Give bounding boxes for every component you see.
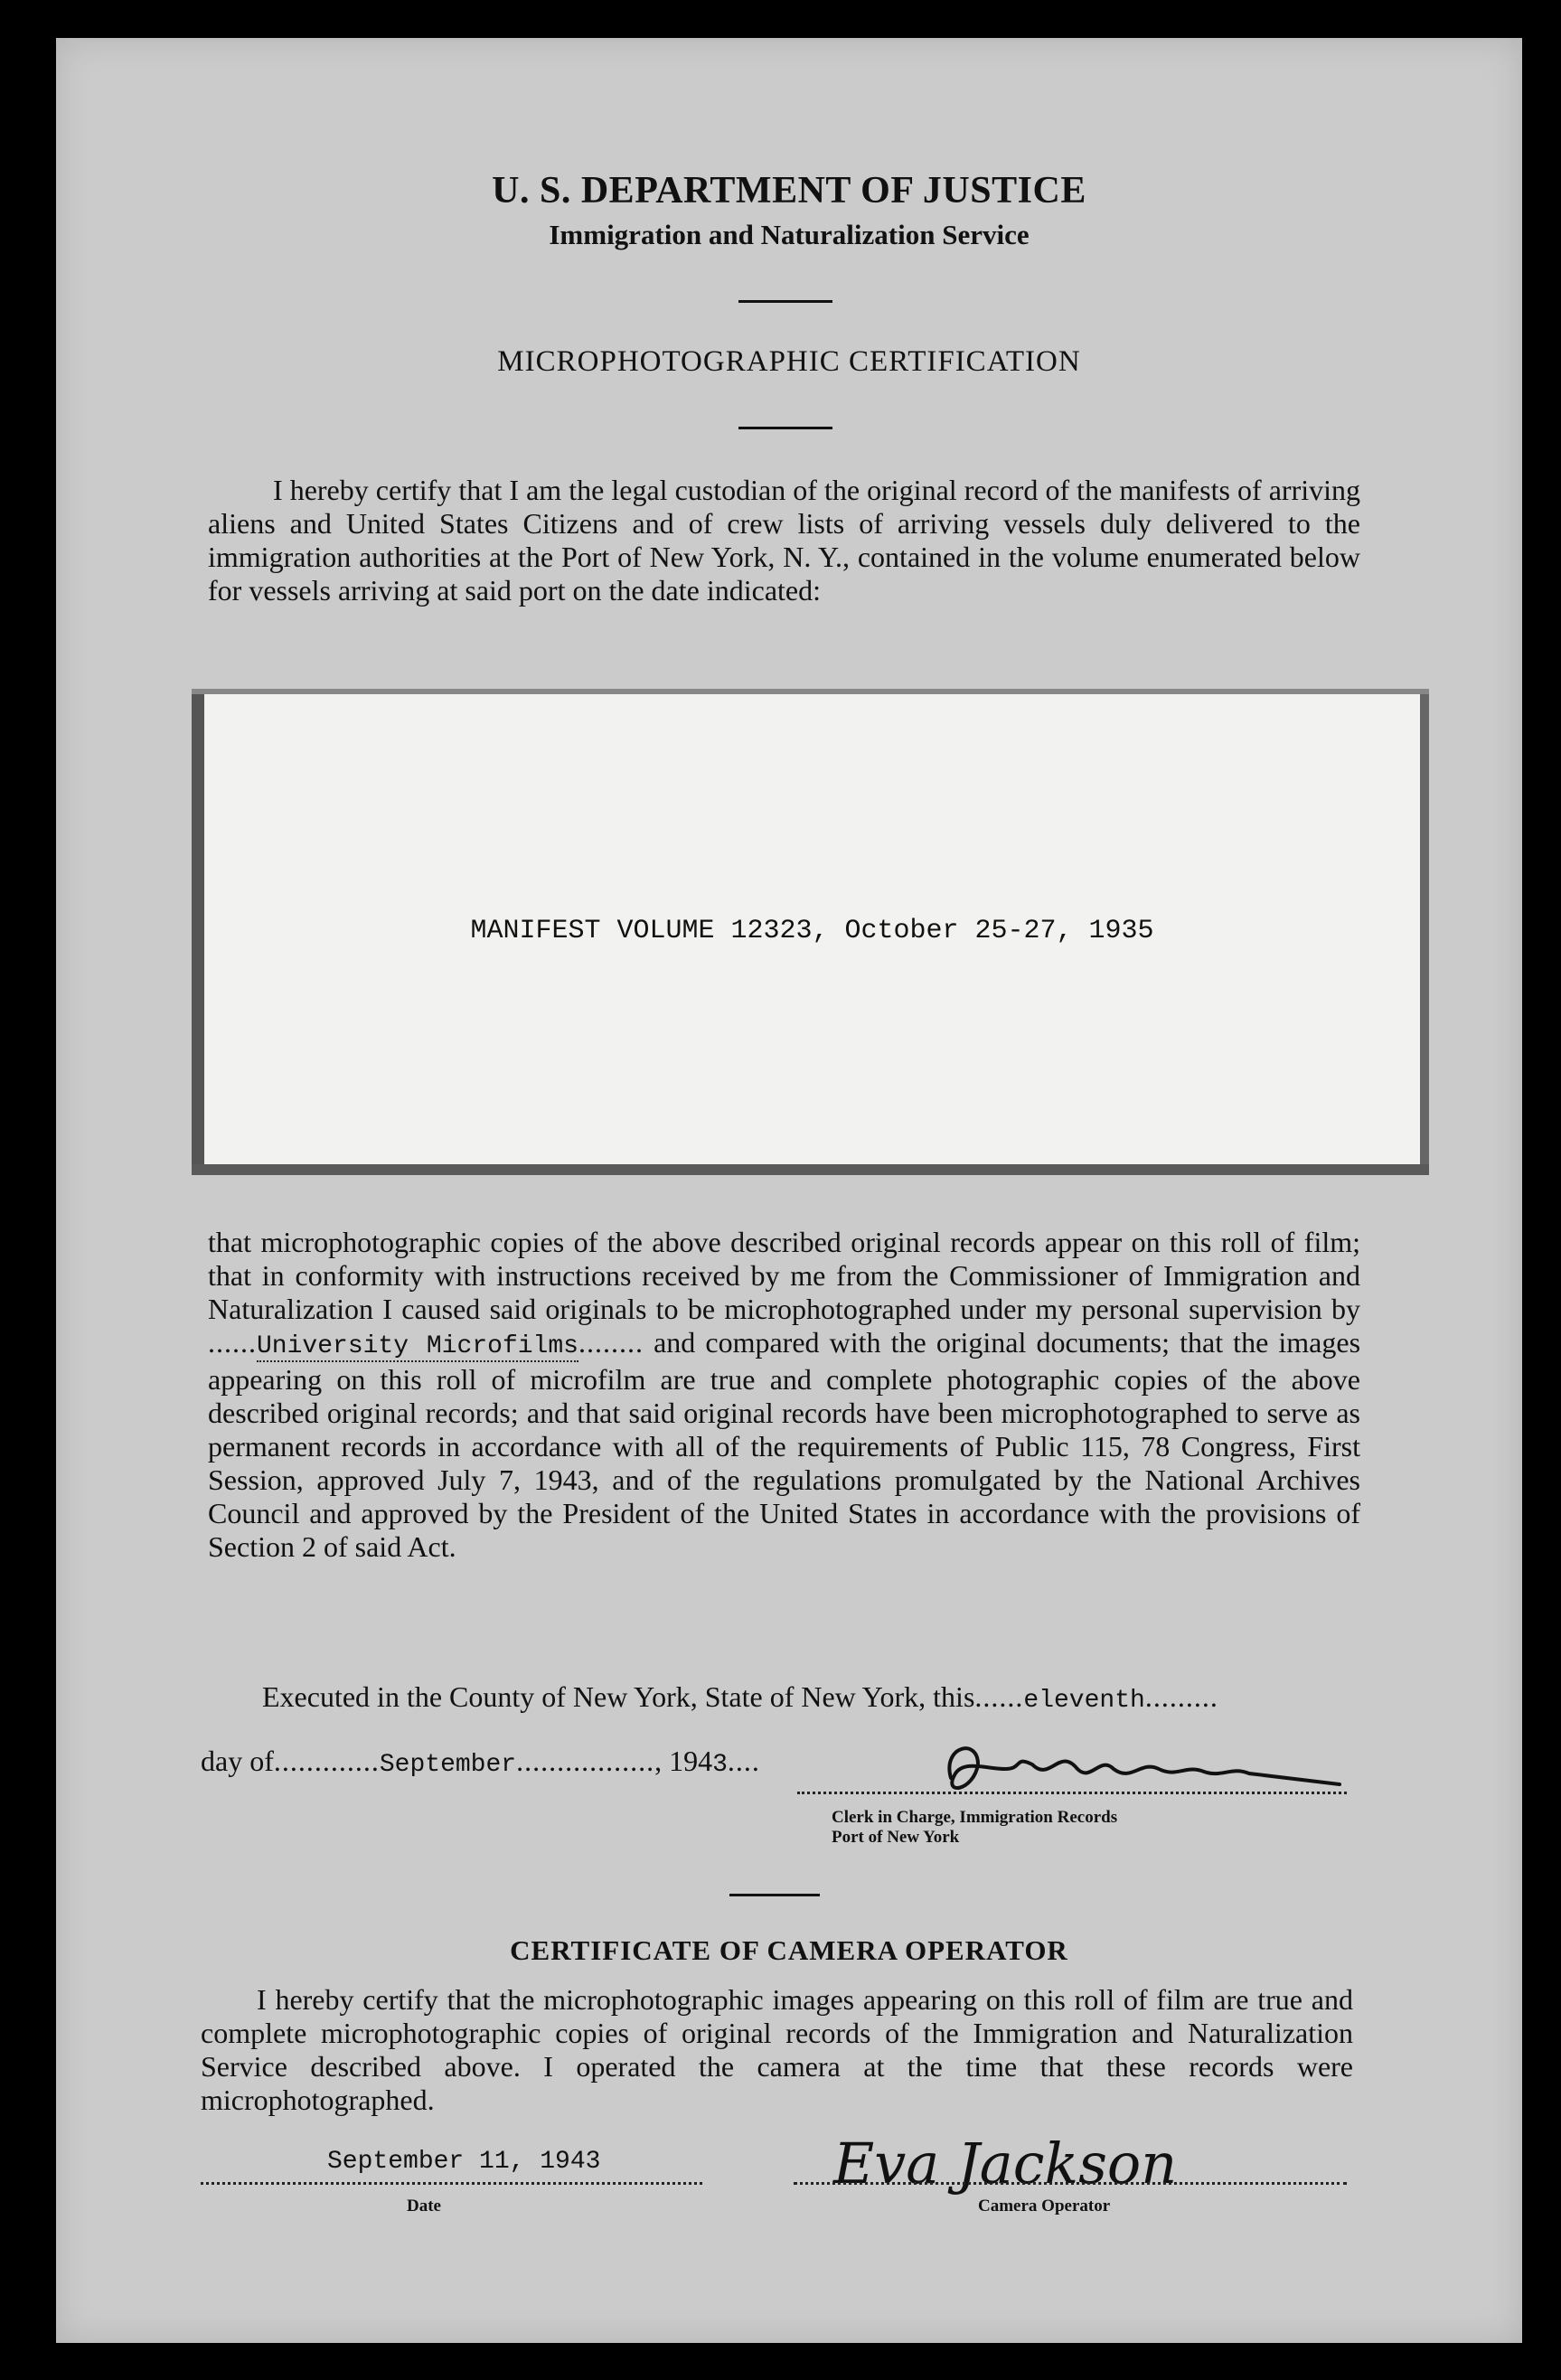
camera-certificate-title: CERTIFICATE OF CAMERA OPERATOR — [510, 1934, 1068, 1966]
operator-signature-line — [794, 2182, 1347, 2185]
department-heading: U. S. DEPARTMENT OF JUSTICE — [492, 170, 1086, 212]
service-subheading: Immigration and Naturalization Service — [549, 219, 1030, 250]
executed-day-fill: eleventh — [1023, 1687, 1145, 1715]
month-fill: September — [379, 1751, 517, 1779]
operator-label: Camera Operator — [978, 2197, 1111, 2215]
certification-title: MICROPHOTOGRAPHIC CERTIFICATION — [497, 345, 1081, 378]
volume-card-text: MANIFEST VOLUME 12323, October 25-27, 1935 — [470, 916, 1154, 946]
clerk-signature-line — [797, 1792, 1347, 1794]
body-part1: that microphotographic copies of the above described original records appear on this roll of film; that in conformity with instructions received by me from the Commissioner of Immigration and Naturalization I caused said originals to be microphotographed under my personal supervision by — [208, 1226, 1360, 1325]
day-of-line: day of.............September................., 1943.... — [201, 1745, 760, 1779]
body-part2: and compared with the original documents; that the images appearing on this roll of microfilm are true and complete photographic copies of the above described original records; and that said original records have been microphotographed to serve as permanent records in accordance with all of the requirements of Public 115, 78 Congress, First Session, approved July 7, 1943, and of the regulations promulgated by the National Archives Council and approved by the President of the United States in accordance with the provisions of Section 2 of said Act. — [208, 1326, 1361, 1563]
year-prefix: , 194 — [654, 1745, 713, 1777]
clerk-signature-image — [924, 1728, 1349, 1810]
operator-signature: Eva Jackson — [833, 2131, 1178, 2197]
date-label: Date — [407, 2197, 441, 2215]
day-of-label: day of — [201, 1745, 274, 1777]
intro-paragraph: I hereby certify that I am the legal custodian of the original record of the manifests of arriving aliens and United States Citizens and of crew lists of arriving vessels duly delivered to the immigration authorities at the Port of New York, N. Y., contained in the volume enumerated below for vessels arriving at said port on the date indicated: — [208, 474, 1360, 607]
header-divider-top — [738, 300, 832, 303]
supervisor-fill: University Microfilms — [257, 1332, 578, 1360]
executed-line: Executed in the County of New York, State of New York, this......eleventh......... — [262, 1680, 1218, 1715]
camera-divider — [729, 1894, 820, 1896]
camera-paragraph: I hereby certify that the microphotographic images appearing on this roll of film are true and complete microphotographic copies of original records of the Immigration and Naturalization Service described above. I operated the camera at the time that these records were microphotographed. — [201, 1983, 1353, 2116]
date-line — [201, 2182, 702, 2185]
certificate-sheet — [56, 38, 1522, 2343]
header-divider-bottom — [738, 427, 832, 429]
volume-card — [192, 694, 1429, 1164]
executed-prefix: Executed in the County of New York, State of New York, this — [262, 1680, 975, 1713]
year-fill: 3 — [712, 1751, 728, 1779]
body-paragraph: that microphotographic copies of the above described original records appear on this roll of film; that in conformity with instructions received by me from the Commissioner of Immigration and Naturalization I caused said originals to be microphotographed under my personal supervision by ......University Microfilms........ and compared with the original documents; that the images appearing on this roll of microfilm are true and complete photographic copies of the above described original records; and that said original records have been microphotographed to serve as permanent records in accordance with all of the requirements of Public 115, 78 Congress, First Session, approved July 7, 1943, and of the regulations promulgated by the National Archives Council and approved by the President of the United States in accordance with the provisions of Section 2 of said Act. — [208, 1226, 1361, 1563]
clerk-title-1: Clerk in Charge, Immigration Records — [832, 1808, 1118, 1827]
camera-date-fill: September 11, 1943 — [327, 2148, 601, 2176]
clerk-title-2: Port of New York — [832, 1828, 960, 1847]
